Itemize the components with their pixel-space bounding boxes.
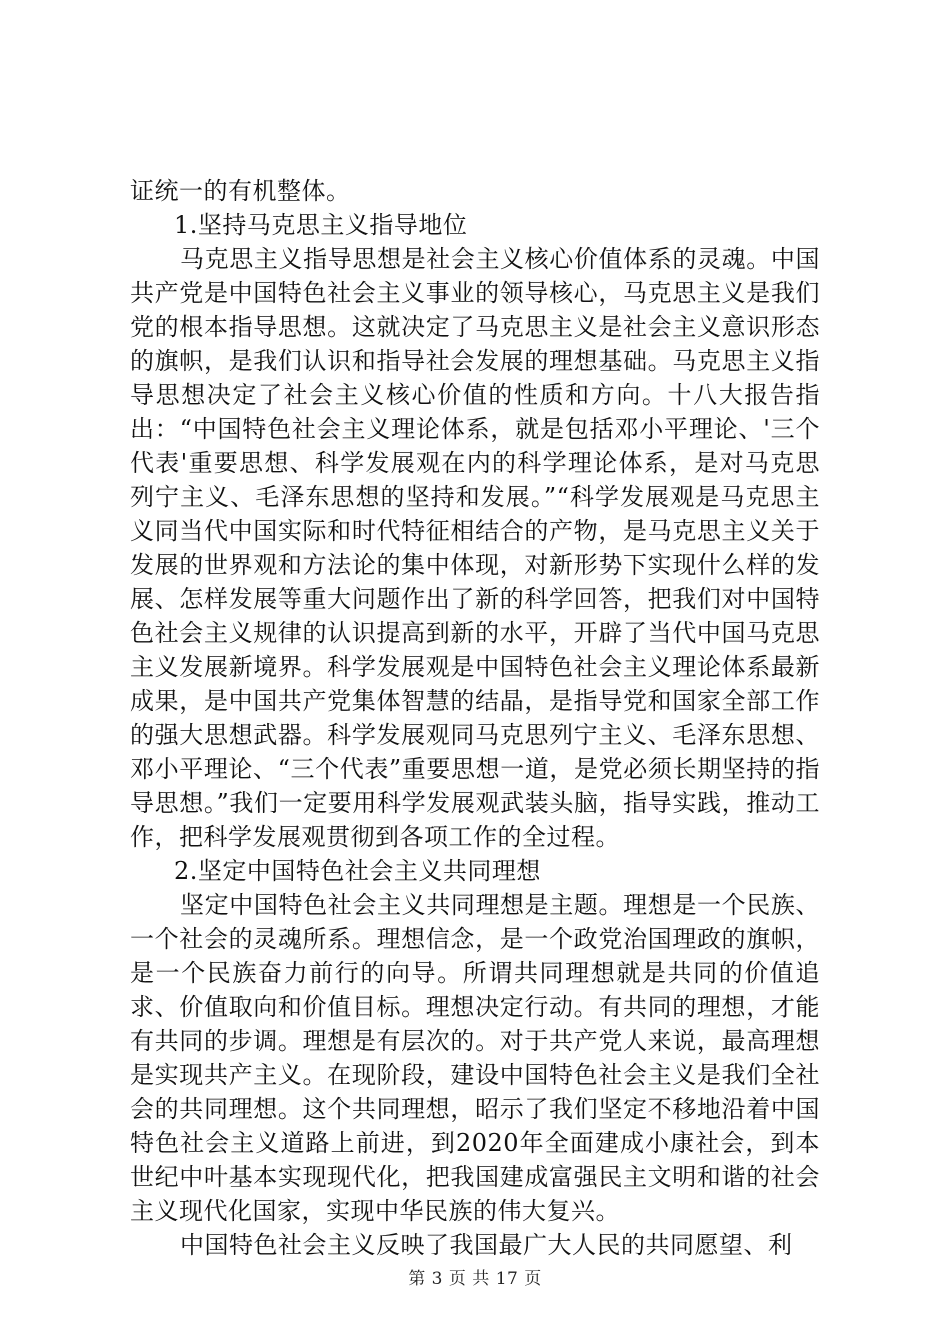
paragraph-marxism-guidance: 马克思主义指导思想是社会主义核心价值体系的灵魂。中国共产党是中国特色社会主义事业的领导核心，马克思主义是我们党的根本指导思想。这就决定了马克思主义是社会主义意识形态的旗帜，是我们认识和指导社会发展的理想基础。马克思主义指导思想决定了社会主义核心价值的性质和方向。十八大报告指出：“中国特色社会主义理论体系，就是包括邓小平理论、'三个代表'重要思想、科学发展观在内的科学理论体系，是对马克思列宁主义、毛泽东思想的坚持和发展。”“科学发展观是马克思主义同当代中国实际和时代特征相结合的产物，是马克思主义关于发展的世界观和方法论的集中体现，对新形势下实现什么样的发展、怎样发展等重大问题作出了新的科学回答，把我们对中国特色社会主义规律的认识提高到新的水平，开辟了当代中国马克思主义发展新境界。科学发展观是中国特色社会主义理论体系最新成果，是中国共产党集体智慧的结晶，是指导党和国家全部工作的强大思想武器。科学发展观同马克思列宁主义、毛泽东思想、邓小平理论、“三个代表”重要思想一道，是党必须长期坚持的指导思想。”我们一定要用科学发展观武装头脑，指导实践，推动工作，把科学发展观贯彻到各项工作的全过程。 <box>130 245 820 851</box>
section-heading-1: 1.坚持马克思主义指导地位 <box>174 211 468 239</box>
paragraph-common-ideal: 坚定中国特色社会主义共同理想是主题。理想是一个民族、一个社会的灵魂所系。理想信念，是一个政党治国理政的旗帜，是一个民族奋力前行的向导。所谓共同理想就是共同的价值追求、价值取向和价值目标。理想决定行动。有共同的理想，才能有共同的步调。理想是有层次的。对于共产党人来说，最高理想是实现共产主义。在现阶段，建设中国特色社会主义是我们全社会的共同理想。这个共同理想，昭示了我们坚定不移地沿着中国特色社会主义道路上前进，到2020年全面建成小康社会，到本世纪中叶基本实现现代化，把我国建成富强民主文明和谐的社会主义现代化国家，实现中华民族的伟大复兴。 <box>130 891 820 1225</box>
document-body <box>130 174 820 1262</box>
paragraph-socialism-reflects: 中国特色社会主义反映了我国最广大人民的共同愿望、利 <box>180 1231 793 1259</box>
paragraph-continuation: 证统一的有机整体。 <box>130 177 351 205</box>
page-number-footer: 第 3 页 共 17 页 <box>408 1269 542 1289</box>
section-heading-2: 2.坚定中国特色社会主义共同理想 <box>174 857 541 885</box>
